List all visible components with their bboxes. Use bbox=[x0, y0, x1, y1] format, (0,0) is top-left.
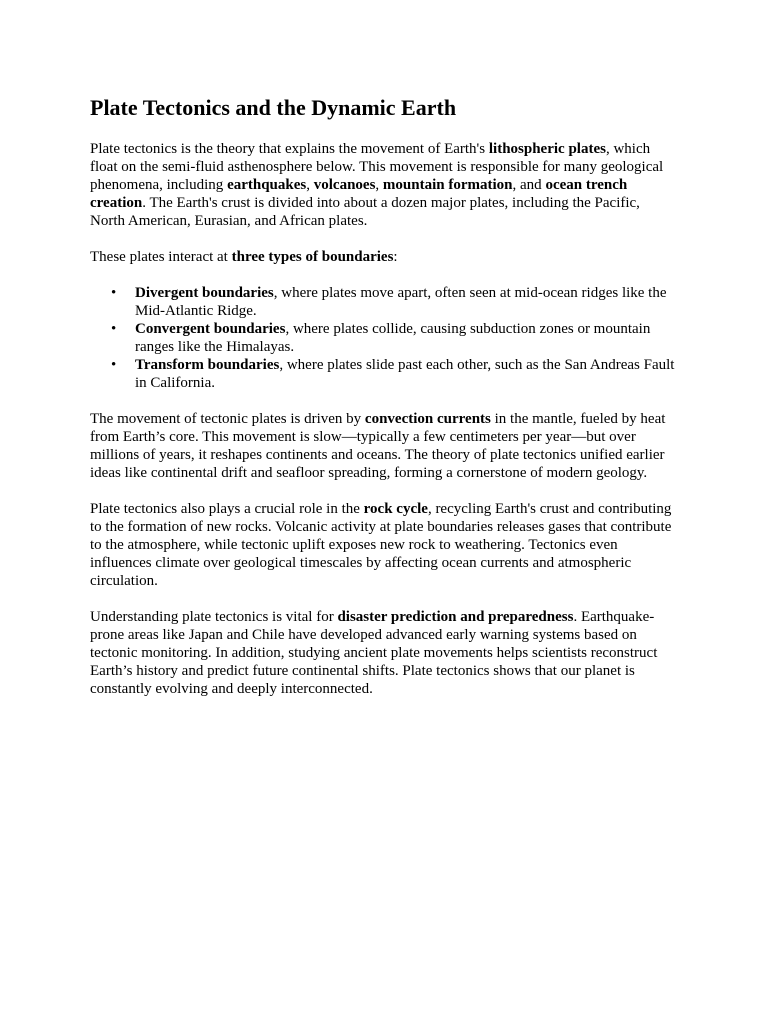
list-item bbox=[90, 284, 678, 320]
bold-term: rock cycle bbox=[363, 501, 428, 517]
paragraph-text: , bbox=[306, 177, 314, 193]
paragraph-rock-cycle bbox=[90, 500, 678, 590]
paragraph-text: Plate tectonics also plays a crucial role in the bbox=[90, 501, 364, 517]
bold-term: ocean trench creation bbox=[90, 177, 628, 211]
list-item-text: , where plates slide past each other, such as the San Andreas Fault in California. bbox=[135, 357, 675, 391]
paragraph-text: Understanding plate tectonics is vital for bbox=[90, 609, 338, 625]
document-title: Plate Tectonics and the Dynamic Earth bbox=[90, 95, 457, 120]
paragraph-text: . The Earth's crust is divided into about a dozen major plates, including the Pacific, North American, Eurasian, and African plates. bbox=[90, 195, 640, 229]
bold-term: Convergent boundaries bbox=[135, 321, 286, 337]
bold-term: Divergent boundaries bbox=[135, 285, 274, 301]
document-page bbox=[90, 90, 678, 698]
paragraph-disaster-preparedness bbox=[90, 608, 678, 698]
list-item-text: , where plates collide, causing subduction zones or mountain ranges like the Himalayas. bbox=[135, 321, 651, 355]
bullet-icon: • bbox=[111, 321, 117, 337]
bold-term: lithospheric plates bbox=[488, 141, 606, 157]
paragraph-intro bbox=[90, 140, 678, 230]
paragraph-convection bbox=[90, 410, 678, 482]
bullet-icon: • bbox=[111, 285, 117, 301]
list-item bbox=[90, 320, 678, 356]
paragraph-text: in the mantle, fueled by heat from Earth’s core. This movement is slow—typically a few centimeters per year—but over millions of years, it reshapes continents and oceans. The theory of plate tectonics unified earlier ideas like continental drift and seafloor spreading, forming a cornerstone of modern geology. bbox=[90, 411, 666, 481]
paragraph-text: These plates interact at bbox=[90, 249, 232, 265]
bold-term: volcanoes bbox=[313, 177, 376, 193]
bullet-icon: • bbox=[111, 357, 117, 373]
paragraph-text: The movement of tectonic plates is driven by bbox=[90, 411, 365, 427]
paragraph-text: , bbox=[375, 177, 383, 193]
bold-term: convection currents bbox=[364, 411, 491, 427]
paragraph-boundaries-intro bbox=[90, 248, 678, 266]
bold-term: Transform boundaries bbox=[135, 357, 280, 373]
paragraph-text: Plate tectonics is the theory that explains the movement of Earth's bbox=[90, 141, 489, 157]
boundaries-list bbox=[90, 284, 678, 392]
paragraph-text: . Earthquake-prone areas like Japan and Chile have developed advanced early warning systems based on tectonic monitoring. In addition, studying ancient plate movements helps scientists reconstruct Earth’s history and predict future continental shifts. Plate tectonics shows that our planet is constantly evolving and deeply interconnected. bbox=[90, 609, 658, 697]
bold-term: three types of boundaries bbox=[231, 249, 394, 265]
paragraph-text: , and bbox=[512, 177, 546, 193]
list-item-text: , where plates move apart, often seen at mid-ocean ridges like the Mid-Atlantic Ridge. bbox=[135, 285, 667, 319]
bold-term: earthquakes bbox=[227, 177, 307, 193]
paragraph-text: : bbox=[393, 249, 398, 265]
bold-term: disaster prediction and preparedness bbox=[337, 609, 574, 625]
list-item bbox=[90, 356, 678, 392]
bold-term: mountain formation bbox=[382, 177, 513, 193]
paragraph-text: , which float on the semi-fluid asthenosphere below. This movement is responsible for many geological phenomena, including bbox=[90, 141, 664, 193]
paragraph-text: , recycling Earth's crust and contributing to the formation of new rocks. Volcanic activity at plate boundaries releases gases that contribute to the atmosphere, while tectonic uplift exposes new rock to weathering. Tectonics even influences climate over geological timescales by affecting ocean currents and atmospheric circulation. bbox=[90, 501, 672, 589]
